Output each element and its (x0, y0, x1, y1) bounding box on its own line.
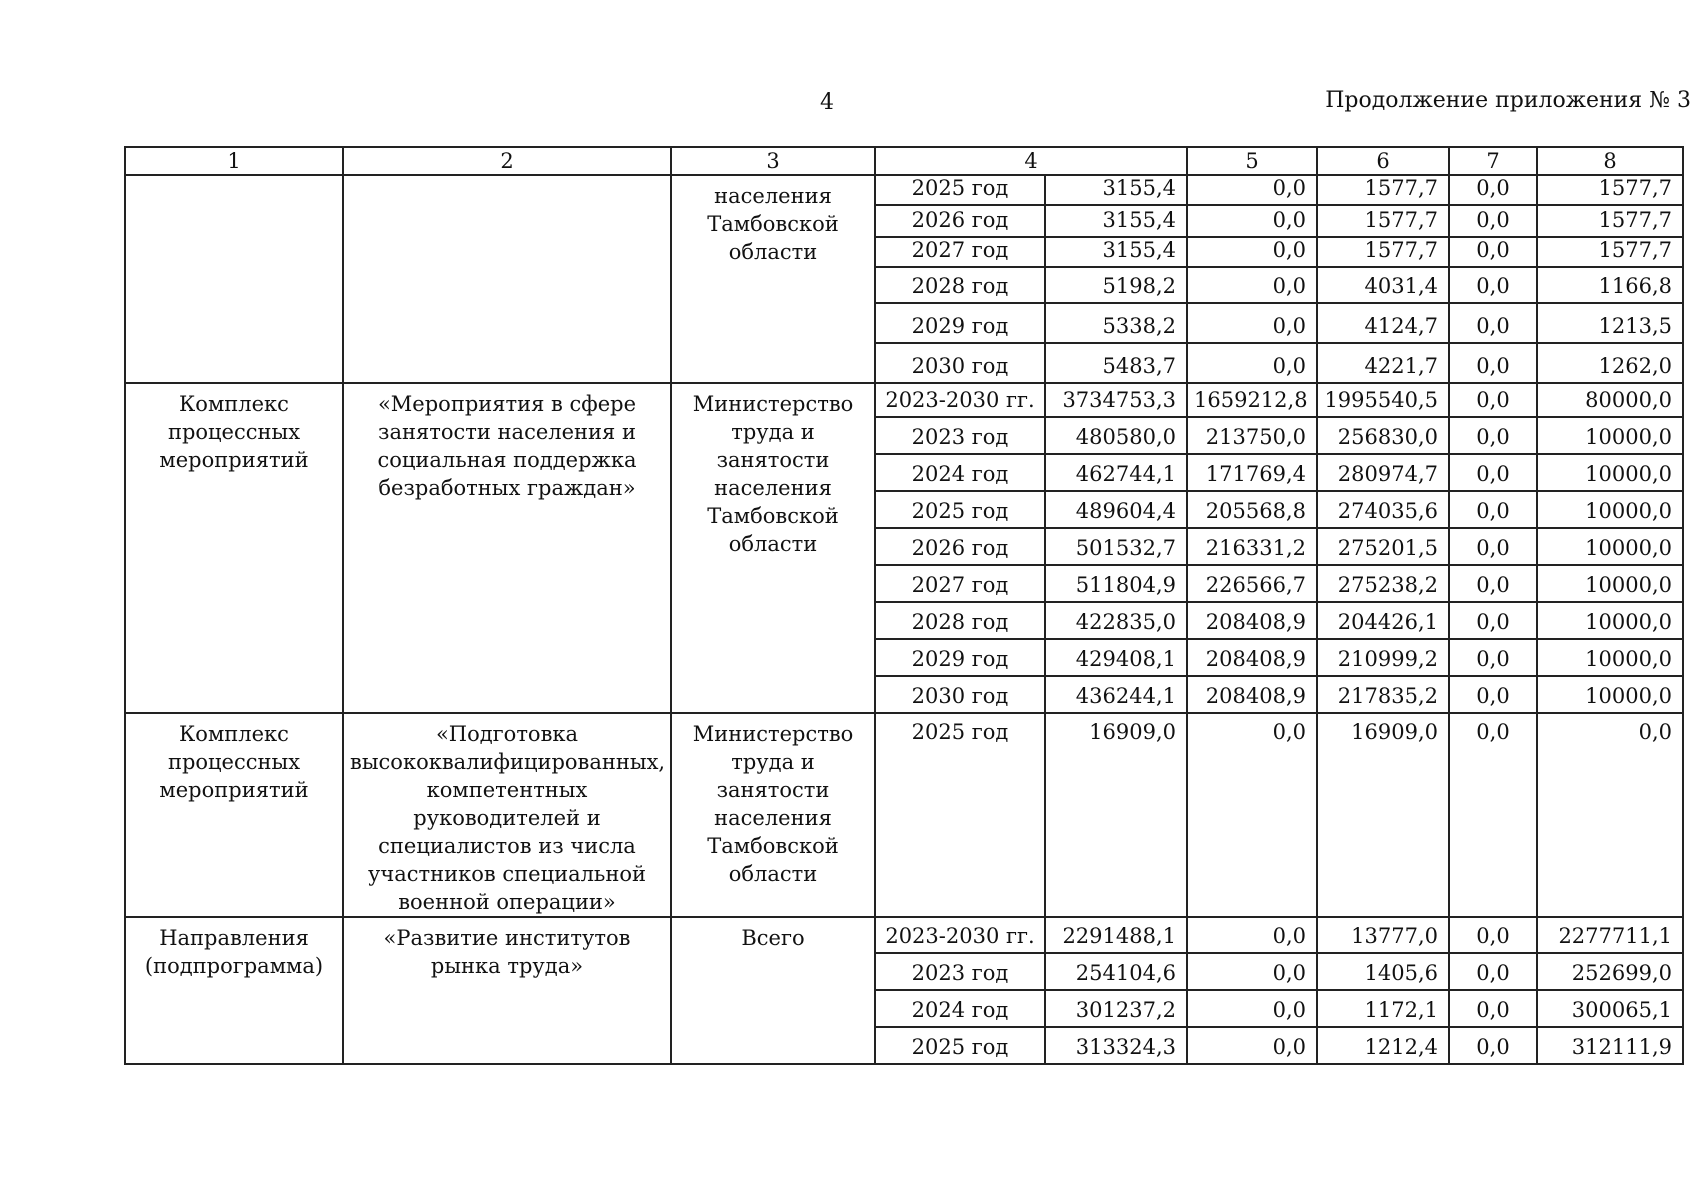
year-cell: 2026 год (875, 528, 1045, 565)
responsible-cell: населения Тамбовской области (671, 175, 875, 383)
value-cell: 216331,2 (1187, 528, 1317, 565)
value-cell: 275238,2 (1317, 565, 1449, 602)
program-type-cell (125, 175, 343, 383)
column-header: 6 (1317, 147, 1449, 175)
column-number-row (125, 147, 1683, 175)
value-cell: 208408,9 (1187, 639, 1317, 676)
value-cell: 4221,7 (1317, 343, 1449, 383)
value-cell: 16909,0 (1317, 713, 1449, 917)
value-cell: 1405,6 (1317, 953, 1449, 990)
responsible-cell: Всего (671, 917, 875, 1064)
value-cell: 0,0 (1187, 990, 1317, 1027)
value-cell: 0,0 (1187, 1027, 1317, 1064)
funding-table (124, 146, 1684, 1065)
value-cell: 0,0 (1449, 953, 1537, 990)
value-cell: 0,0 (1449, 175, 1537, 205)
value-cell: 462744,1 (1045, 454, 1187, 491)
value-cell: 205568,8 (1187, 491, 1317, 528)
value-cell: 275201,5 (1317, 528, 1449, 565)
program-name-cell (343, 175, 671, 383)
value-cell: 0,0 (1449, 303, 1537, 343)
value-cell: 1172,1 (1317, 990, 1449, 1027)
value-cell: 2291488,1 (1045, 917, 1187, 953)
appendix-continuation-note: Продолжение приложения № 3 (1325, 88, 1691, 113)
year-cell: 2023-2030 гг. (875, 917, 1045, 953)
value-cell: 0,0 (1449, 990, 1537, 1027)
table-row (125, 713, 1683, 917)
value-cell: 301237,2 (1045, 990, 1187, 1027)
value-cell: 1213,5 (1537, 303, 1683, 343)
page-number: 4 (820, 90, 834, 115)
value-cell: 312111,9 (1537, 1027, 1683, 1064)
year-cell: 2023-2030 гг. (875, 383, 1045, 417)
value-cell: 280974,7 (1317, 454, 1449, 491)
column-header: 3 (671, 147, 875, 175)
value-cell: 1577,7 (1317, 237, 1449, 267)
year-cell: 2025 год (875, 175, 1045, 205)
value-cell: 0,0 (1449, 917, 1537, 953)
value-cell: 1577,7 (1537, 205, 1683, 237)
value-cell: 0,0 (1187, 267, 1317, 303)
value-cell: 254104,6 (1045, 953, 1187, 990)
value-cell: 2277711,1 (1537, 917, 1683, 953)
value-cell: 208408,9 (1187, 602, 1317, 639)
value-cell: 252699,0 (1537, 953, 1683, 990)
responsible-cell: Министерство труда и занятости населения Тамбовской области (671, 713, 875, 917)
year-cell: 2025 год (875, 713, 1045, 917)
value-cell: 10000,0 (1537, 676, 1683, 713)
value-cell: 0,0 (1187, 953, 1317, 990)
column-header: 4 (875, 147, 1187, 175)
value-cell: 5338,2 (1045, 303, 1187, 343)
value-cell: 0,0 (1449, 565, 1537, 602)
year-cell: 2029 год (875, 303, 1045, 343)
value-cell: 480580,0 (1045, 417, 1187, 454)
value-cell: 13777,0 (1317, 917, 1449, 953)
value-cell: 0,0 (1187, 343, 1317, 383)
year-cell: 2023 год (875, 953, 1045, 990)
value-cell: 1659212,8 (1187, 383, 1317, 417)
year-cell: 2024 год (875, 990, 1045, 1027)
value-cell: 0,0 (1449, 237, 1537, 267)
value-cell: 1577,7 (1317, 205, 1449, 237)
value-cell: 1262,0 (1537, 343, 1683, 383)
value-cell: 313324,3 (1045, 1027, 1187, 1064)
value-cell: 226566,7 (1187, 565, 1317, 602)
program-name-cell: «Подготовка высококвалифицированных, компетентных руководителей и специалистов из числа участников специальной военной операции» (343, 713, 671, 917)
year-cell: 2023 год (875, 417, 1045, 454)
value-cell: 10000,0 (1537, 491, 1683, 528)
value-cell: 4031,4 (1317, 267, 1449, 303)
value-cell: 5483,7 (1045, 343, 1187, 383)
value-cell: 0,0 (1449, 602, 1537, 639)
value-cell: 436244,1 (1045, 676, 1187, 713)
value-cell: 1577,7 (1537, 175, 1683, 205)
value-cell: 0,0 (1187, 175, 1317, 205)
table-row (125, 917, 1683, 953)
value-cell: 511804,9 (1045, 565, 1187, 602)
program-name-cell: «Мероприятия в сфере занятости населения и социальная поддержка безработных граждан» (343, 383, 671, 713)
program-type-cell: Комплекс процессных мероприятий (125, 383, 343, 713)
value-cell: 422835,0 (1045, 602, 1187, 639)
value-cell: 0,0 (1449, 205, 1537, 237)
value-cell: 171769,4 (1187, 454, 1317, 491)
year-cell: 2024 год (875, 454, 1045, 491)
value-cell: 256830,0 (1317, 417, 1449, 454)
value-cell: 0,0 (1449, 417, 1537, 454)
year-cell: 2028 год (875, 602, 1045, 639)
value-cell: 16909,0 (1045, 713, 1187, 917)
program-name-cell: «Развитие институтов рынка труда» (343, 917, 671, 1064)
value-cell: 1577,7 (1537, 237, 1683, 267)
value-cell: 3155,4 (1045, 205, 1187, 237)
table-row (125, 383, 1683, 417)
value-cell: 0,0 (1449, 491, 1537, 528)
value-cell: 3155,4 (1045, 175, 1187, 205)
value-cell: 0,0 (1449, 267, 1537, 303)
value-cell: 0,0 (1187, 205, 1317, 237)
value-cell: 3734753,3 (1045, 383, 1187, 417)
value-cell: 0,0 (1449, 1027, 1537, 1064)
value-cell: 0,0 (1449, 676, 1537, 713)
value-cell: 204426,1 (1317, 602, 1449, 639)
year-cell: 2027 год (875, 565, 1045, 602)
value-cell: 0,0 (1187, 303, 1317, 343)
year-cell: 2025 год (875, 1027, 1045, 1064)
value-cell: 501532,7 (1045, 528, 1187, 565)
year-cell: 2030 год (875, 343, 1045, 383)
value-cell: 0,0 (1449, 343, 1537, 383)
value-cell: 3155,4 (1045, 237, 1187, 267)
value-cell: 274035,6 (1317, 491, 1449, 528)
year-cell: 2028 год (875, 267, 1045, 303)
column-header: 8 (1537, 147, 1683, 175)
value-cell: 4124,7 (1317, 303, 1449, 343)
column-header: 7 (1449, 147, 1537, 175)
value-cell: 10000,0 (1537, 454, 1683, 491)
value-cell: 1577,7 (1317, 175, 1449, 205)
value-cell: 0,0 (1187, 237, 1317, 267)
value-cell: 300065,1 (1537, 990, 1683, 1027)
value-cell: 10000,0 (1537, 528, 1683, 565)
value-cell: 10000,0 (1537, 639, 1683, 676)
value-cell: 208408,9 (1187, 676, 1317, 713)
year-cell: 2026 год (875, 205, 1045, 237)
value-cell: 0,0 (1449, 528, 1537, 565)
table-row (125, 175, 1683, 205)
responsible-cell: Министерство труда и занятости населения Тамбовской области (671, 383, 875, 713)
value-cell: 10000,0 (1537, 417, 1683, 454)
value-cell: 429408,1 (1045, 639, 1187, 676)
year-cell: 2025 год (875, 491, 1045, 528)
value-cell: 1166,8 (1537, 267, 1683, 303)
value-cell: 10000,0 (1537, 565, 1683, 602)
year-cell: 2030 год (875, 676, 1045, 713)
value-cell: 0,0 (1537, 713, 1683, 917)
value-cell: 210999,2 (1317, 639, 1449, 676)
value-cell: 0,0 (1449, 639, 1537, 676)
value-cell: 10000,0 (1537, 602, 1683, 639)
year-cell: 2029 год (875, 639, 1045, 676)
column-header: 5 (1187, 147, 1317, 175)
value-cell: 80000,0 (1537, 383, 1683, 417)
value-cell: 0,0 (1449, 713, 1537, 917)
column-header: 1 (125, 147, 343, 175)
year-cell: 2027 год (875, 237, 1045, 267)
value-cell: 1995540,5 (1317, 383, 1449, 417)
value-cell: 1212,4 (1317, 1027, 1449, 1064)
value-cell: 0,0 (1187, 713, 1317, 917)
program-type-cell: Комплекс процессных мероприятий (125, 713, 343, 917)
value-cell: 0,0 (1449, 454, 1537, 491)
value-cell: 5198,2 (1045, 267, 1187, 303)
column-header: 2 (343, 147, 671, 175)
value-cell: 489604,4 (1045, 491, 1187, 528)
value-cell: 0,0 (1187, 917, 1317, 953)
value-cell: 213750,0 (1187, 417, 1317, 454)
program-type-cell: Направления (подпрограмма) (125, 917, 343, 1064)
value-cell: 0,0 (1449, 383, 1537, 417)
value-cell: 217835,2 (1317, 676, 1449, 713)
